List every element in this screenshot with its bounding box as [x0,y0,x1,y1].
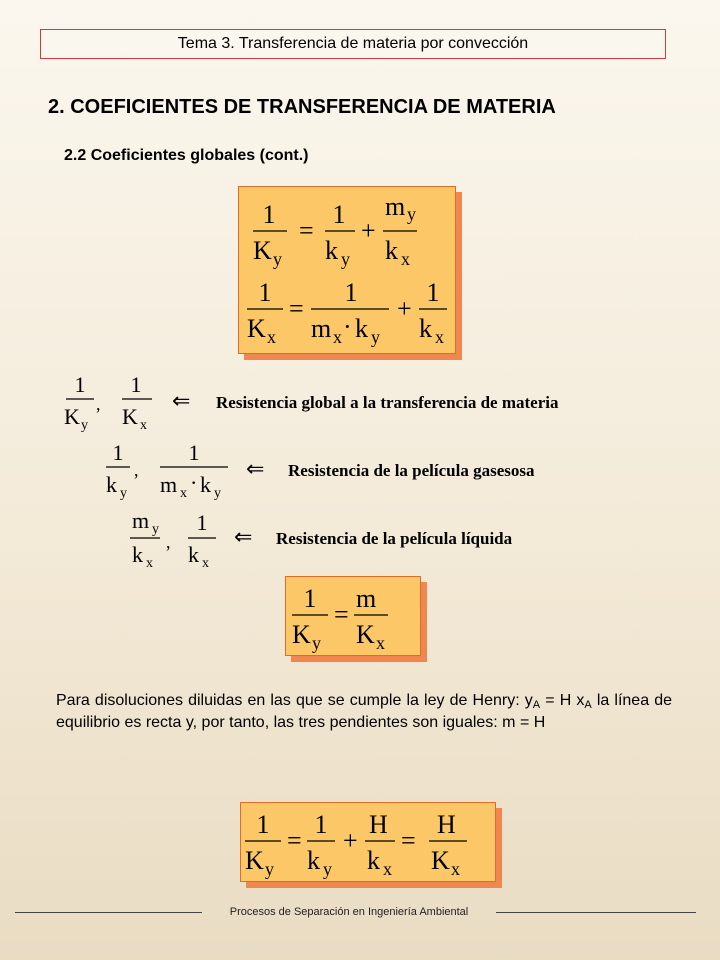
resistance-global-label: Resistencia global a la transferencia de materia [216,393,559,412]
equation-box-henry [240,802,496,882]
henry-law-paragraph: Para disoluciones diluidas en las que se cumple la ley de Henry: $y_A = H$ $x_A$ la línea de equilibrio es recta y, por tanto, las tres pendientes son iguales: m = H [56,692,672,731]
svg-text:x: x [383,859,392,879]
svg-text:1: 1 [303,584,317,613]
resistance-liquid-terms [130,508,252,571]
resistance-list [60,372,680,572]
equation-box-slope-relation [285,576,421,656]
svg-text:k: k [200,472,211,497]
svg-text:,: , [134,460,139,480]
svg-text:x: x [267,327,276,347]
svg-text:1: 1 [262,200,276,229]
svg-text:m: m [160,472,178,497]
svg-text:k: k [367,846,380,875]
equation-slope-relation [286,577,422,657]
svg-text:k: k [419,314,432,343]
svg-text:+: + [397,294,412,323]
svg-text:y: y [407,204,416,224]
svg-text:k: k [132,542,143,567]
svg-text:⇐: ⇐ [246,456,265,481]
svg-text:⇐: ⇐ [234,524,253,549]
page-header: Tema 3. Transferencia de materia por convección [40,29,666,59]
footer-divider-left [15,912,202,913]
svg-text:m: m [385,192,406,221]
svg-text:+: + [361,216,376,245]
svg-text:k: k [188,542,199,567]
svg-text:1: 1 [130,372,142,397]
equation-box-global-coefficients [238,186,456,354]
subsection-title: 2.2 Coeficientes globales (cont.) [64,147,309,164]
svg-text:K: K [64,404,80,429]
svg-text:1: 1 [74,372,86,397]
svg-text:k: k [307,846,320,875]
svg-text:y: y [214,486,221,501]
svg-text:H: H [437,810,456,839]
svg-text:1: 1 [188,440,200,465]
svg-text:y: y [81,418,88,433]
svg-text:=: = [287,826,302,855]
svg-text:H: H [369,810,388,839]
svg-text:K: K [122,404,138,429]
svg-text:K: K [292,620,311,649]
svg-text:y: y [265,859,274,879]
svg-text:y: y [341,249,350,269]
svg-text:1: 1 [332,200,346,229]
svg-text:y: y [273,249,282,269]
svg-text:x: x [333,327,342,347]
svg-text:x: x [146,556,153,571]
svg-text:m: m [311,314,332,343]
resistance-gas-terms [106,440,264,501]
svg-text:=: = [299,216,314,245]
svg-text:K: K [431,846,450,875]
svg-text:1: 1 [314,810,328,839]
footer-divider-right [496,912,696,913]
svg-text:1: 1 [196,510,208,535]
svg-text:y: y [312,633,321,653]
equation-henry [241,803,497,883]
svg-text:·: · [343,312,352,341]
svg-text:⇐: ⇐ [172,388,191,413]
svg-text:x: x [451,859,460,879]
svg-text:K: K [247,314,266,343]
svg-text:+: + [343,826,358,855]
svg-text:=: = [289,294,304,323]
page-footer: Procesos de Separación en Ingeniería Ambiental [229,906,469,918]
resistance-liquid-label: Resistencia de la película líquida [276,529,513,548]
svg-text:K: K [245,846,264,875]
svg-text:m: m [356,584,377,613]
svg-text:k: k [106,472,117,497]
equation-global-coefficients [239,187,457,355]
svg-text:x: x [401,249,410,269]
svg-text:y: y [152,522,159,537]
svg-text:k: k [385,236,398,265]
svg-text:=: = [401,826,416,855]
svg-text:,: , [166,532,171,552]
svg-text:k: k [325,236,338,265]
svg-text:,: , [96,394,101,414]
svg-text:1: 1 [344,278,358,307]
svg-text:m: m [132,508,150,533]
section-title: 2. COEFICIENTES DE TRANSFERENCIA DE MATERIA [48,96,556,118]
svg-text:1: 1 [426,278,440,307]
svg-text:1: 1 [256,810,270,839]
svg-text:K: K [253,236,272,265]
svg-text:y: y [120,486,127,501]
resistance-gas-label: Resistencia de la película gasesosa [288,461,535,480]
svg-text:k: k [355,314,368,343]
svg-text:y: y [323,859,332,879]
svg-text:x: x [140,418,147,433]
svg-text:x: x [180,486,187,501]
svg-text:x: x [202,556,209,571]
svg-text:1: 1 [258,278,272,307]
svg-text:y: y [371,327,380,347]
svg-text:x: x [376,633,385,653]
svg-text:=: = [334,600,349,629]
svg-text:·: · [190,470,198,495]
svg-text:x: x [435,327,444,347]
svg-text:K: K [356,620,375,649]
resistance-global-terms [64,372,190,433]
svg-text:1: 1 [112,440,124,465]
